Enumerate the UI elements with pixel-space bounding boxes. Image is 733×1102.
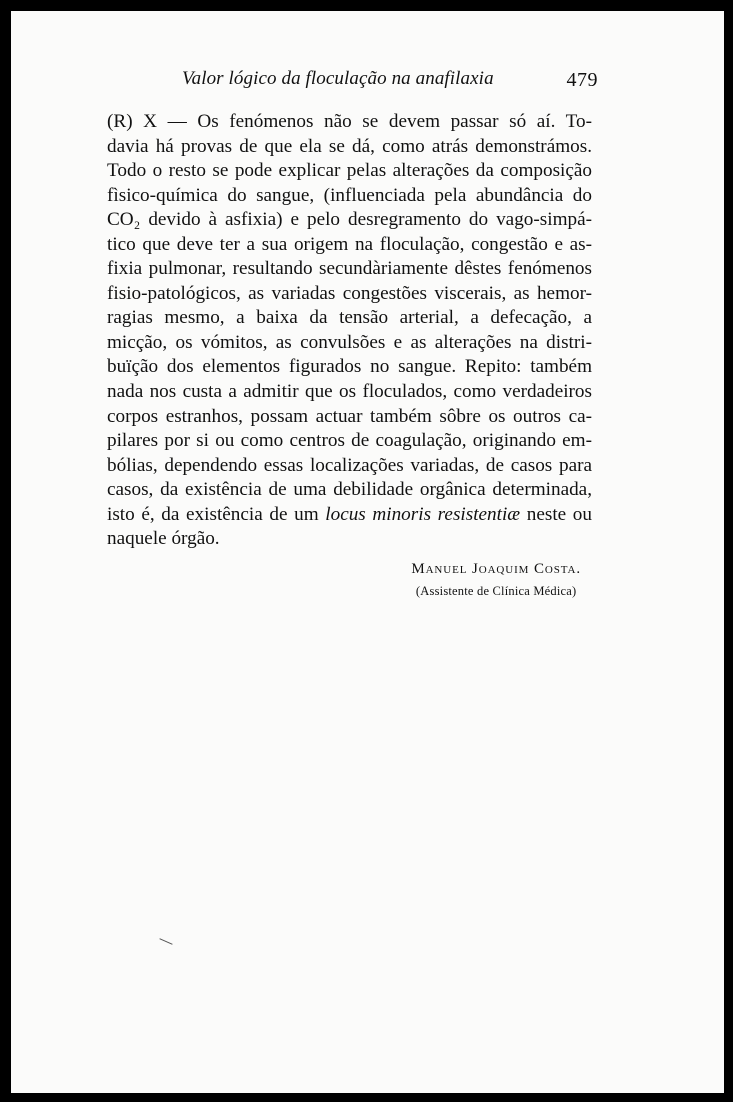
body-paragraph	[107, 110, 592, 552]
text-line-with-latin-phrase	[107, 503, 592, 528]
latin-phrase: locus minoris resistentiæ	[325, 503, 521, 525]
text-line: micção, os vómitos, as convulsões e as alterações na distri-	[107, 331, 592, 353]
text-line: naquele órgão.	[107, 528, 220, 550]
text-line: ragias mesmo, a baixa da tensão arterial, a defecação, a	[107, 307, 592, 329]
text-line: fixia pulmonar, resultando secundàriamente dêstes fenómenos	[107, 258, 592, 280]
text-line: CO₂ devido à asfixia) e pelo desregramento do vago-simpá-	[107, 209, 592, 231]
text-line: nada nos custa a admitir que os floculados, como verdadeiros	[107, 381, 592, 403]
text-line: pilares por si ou como centros de coagulação, originando em-	[107, 430, 592, 452]
text-line: bólias, dependendo essas localizações variadas, de casos para	[107, 454, 592, 476]
text-line: davia há provas de que ela se dá, como atrás demonstrámos.	[107, 135, 592, 157]
signature-block	[411, 561, 581, 599]
text-fragment: isto é, da existência de um	[107, 503, 326, 525]
text-line: Todo o resto se pode explicar pelas alterações da composição	[107, 160, 592, 182]
text-line: corpos estranhos, possam actuar também sôbre os outros ca-	[107, 405, 592, 427]
page-number: 479	[566, 69, 598, 91]
text-line: casos, da existência de uma debilidade orgânica determinada,	[107, 479, 592, 501]
author-title: (Assistente de Clínica Médica)	[415, 584, 577, 598]
text-line: tico que deve ter a sua origem na floculação, congestão e as-	[107, 233, 592, 255]
text-line: buïção dos elementos figurados no sangue. Repito: também	[107, 356, 592, 378]
text-fragment: neste ou	[520, 503, 592, 525]
running-title: Valor lógico da floculação na anafilaxia	[182, 68, 494, 89]
text-line: (R) X — Os fenómenos não se devem passar só aí. To-	[107, 111, 592, 132]
text-line: fìsico-química do sangue, (influenciada pela abundância do	[107, 184, 592, 206]
text-line: fisio-patológicos, as variadas congestões viscerais, as hemor-	[107, 282, 592, 304]
author-name: Manuel Joaquim Costa.	[411, 561, 581, 577]
page-header	[182, 68, 598, 96]
book-page	[11, 11, 724, 1093]
stray-mark	[159, 938, 172, 945]
